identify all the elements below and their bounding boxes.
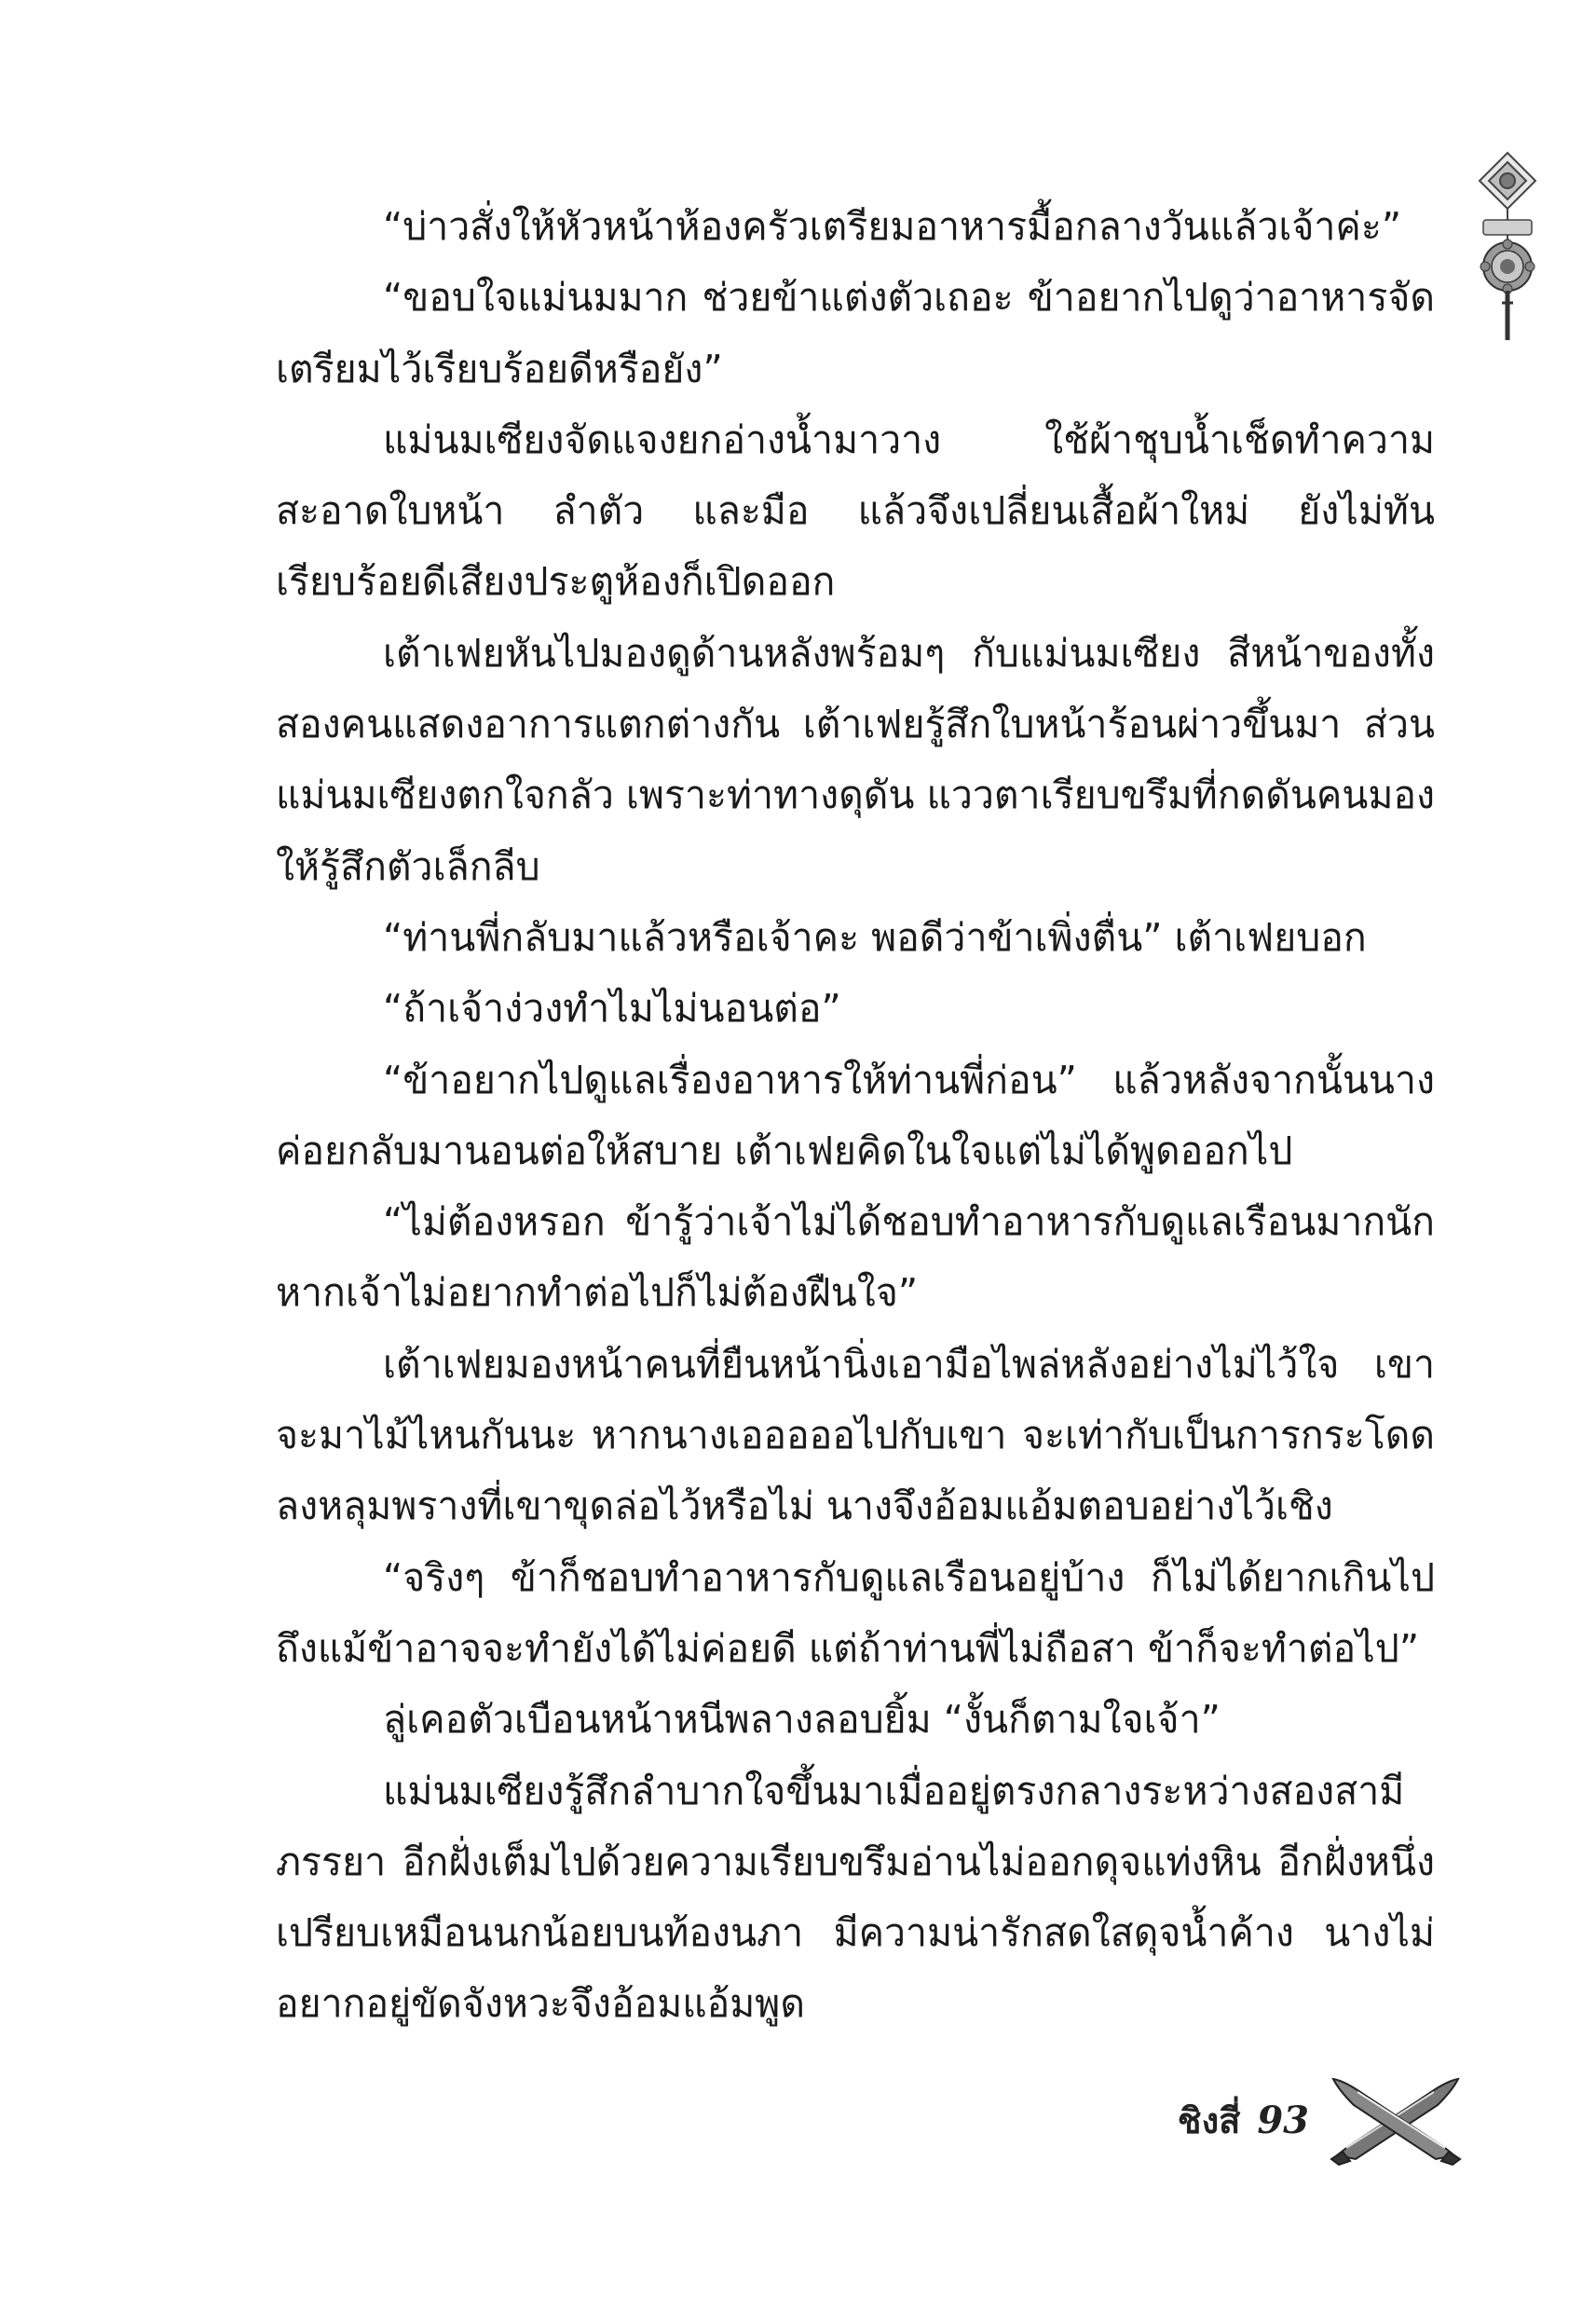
paragraph-11: ลู่เคอตัวเบือนหน้าหนีพลางลอบยิ้ม “งั้นก็ตามใจเจ้า” <box>383 1697 1221 1743</box>
paragraph-7: “ข้าอยากไปดูแลเรื่องอาหารให้ท่านพี่ก่อน” แล้วหลังจากนั้นนางค่อยกลับมานอนต่อให้สบาย เต้าเฟยคิดในใจแต่ไม่ได้พูดออกไป <box>276 1057 1435 1173</box>
body-text <box>276 191 1435 2040</box>
paragraph-4: เต้าเฟยหันไปมองดูด้านหลังพร้อมๆ กับแม่นมเซียง สีหน้าของทั้งสองคนแสดงอาการแตกต่างกัน เต้าเฟยรู้สึกใบหน้าร้อนผ่าวขึ้นมา ส่วนแม่นมเซียงตกใจกลัว เพราะท่าทางดุดัน แววตาเรียบขรึมที่กดดันคนมองให้รู้สึกตัวเล็กลีบ <box>276 630 1435 889</box>
page-footer <box>1178 2069 1466 2171</box>
paragraph-9: เต้าเฟยมองหน้าคนที่ยืนหน้านิ่งเอามือไพล่หลังอย่างไม่ไว้ใจ เขาจะมาไม้ไหนกันนะ หากนางเอออออไปกับเขา จะเท่ากับเป็นการกระโดดลงหลุมพรางที่เขาขุดล่อไว้หรือไม่ นางจึงอ้อมแอ้มตอบอย่างไว้เชิง <box>276 1341 1435 1529</box>
running-title: ชิงสี่ <box>1177 2099 1241 2141</box>
paragraph-12: แม่นมเซียงรู้สึกลำบากใจขึ้นมาเมื่ออยู่ตรงกลางระหว่างสองสามีภรรยา อีกฝั่งเต็มไปด้วยความเรียบขรึมอ่านไม่ออกดุจแท่งหิน อีกฝั่งหนึ่งเปรียบเหมือนนกน้อยบนท้องนภา มีความน่ารักสดใสดุจน้ำค้าง นางไม่อยากอยู่ขัดจังหวะจึงอ้อมแอ้มพูด <box>276 1768 1435 2027</box>
crossed-blades-icon <box>1326 2073 1466 2167</box>
paragraph-2: “ขอบใจแม่นมมาก ช่วยข้าแต่งตัวเถอะ ข้าอยากไปดูว่าอาหารจัดเตรียมไว้เรียบร้อยดีหรือยัง” <box>276 275 1435 391</box>
paragraph-1: “บ่าวสั่งให้หัวหน้าห้องครัวเตรียมอาหารมื้อกลางวันแล้วเจ้าค่ะ” <box>383 204 1402 249</box>
paragraph-10: “จริงๆ ข้าก็ชอบทำอาหารกับดูแลเรือนอยู่บ้าง ก็ไม่ได้ยากเกินไปถึงแม้ข้าอาจจะทำยังได้ไม่ค่อยดี แต่ถ้าท่านพี่ไม่ถือสา ข้าก็จะทำต่อไป” <box>276 1554 1435 1671</box>
page-number: 93 <box>1257 2098 1309 2142</box>
tassel-ornament-icon <box>1470 149 1545 345</box>
paragraph-6: “ถ้าเจ้าง่วงทำไมไม่นอนต่อ” <box>383 986 841 1032</box>
paragraph-3: แม่นมเซียงจัดแจงยกอ่างน้ำมาวาง ใช้ผ้าชุบน้ำเช็ดทำความสะอาดใบหน้า ลำตัว และมือ แล้วจึงเปลี่ยนเสื้อผ้าใหม่ ยังไม่ทันเรียบร้อยดีเสียงประตูห้องก็เปิดออก <box>276 417 1435 605</box>
paragraph-5: “ท่านพี่กลับมาแล้วหรือเจ้าคะ พอดีว่าข้าเพิ่งตื่น” เต้าเฟยบอก <box>383 914 1367 960</box>
paragraph-8: “ไม่ต้องหรอก ข้ารู้ว่าเจ้าไม่ได้ชอบทำอาหารกับดูแลเรือนมากนักหากเจ้าไม่อยากทำต่อไปก็ไม่ต้องฝืนใจ” <box>276 1199 1435 1316</box>
